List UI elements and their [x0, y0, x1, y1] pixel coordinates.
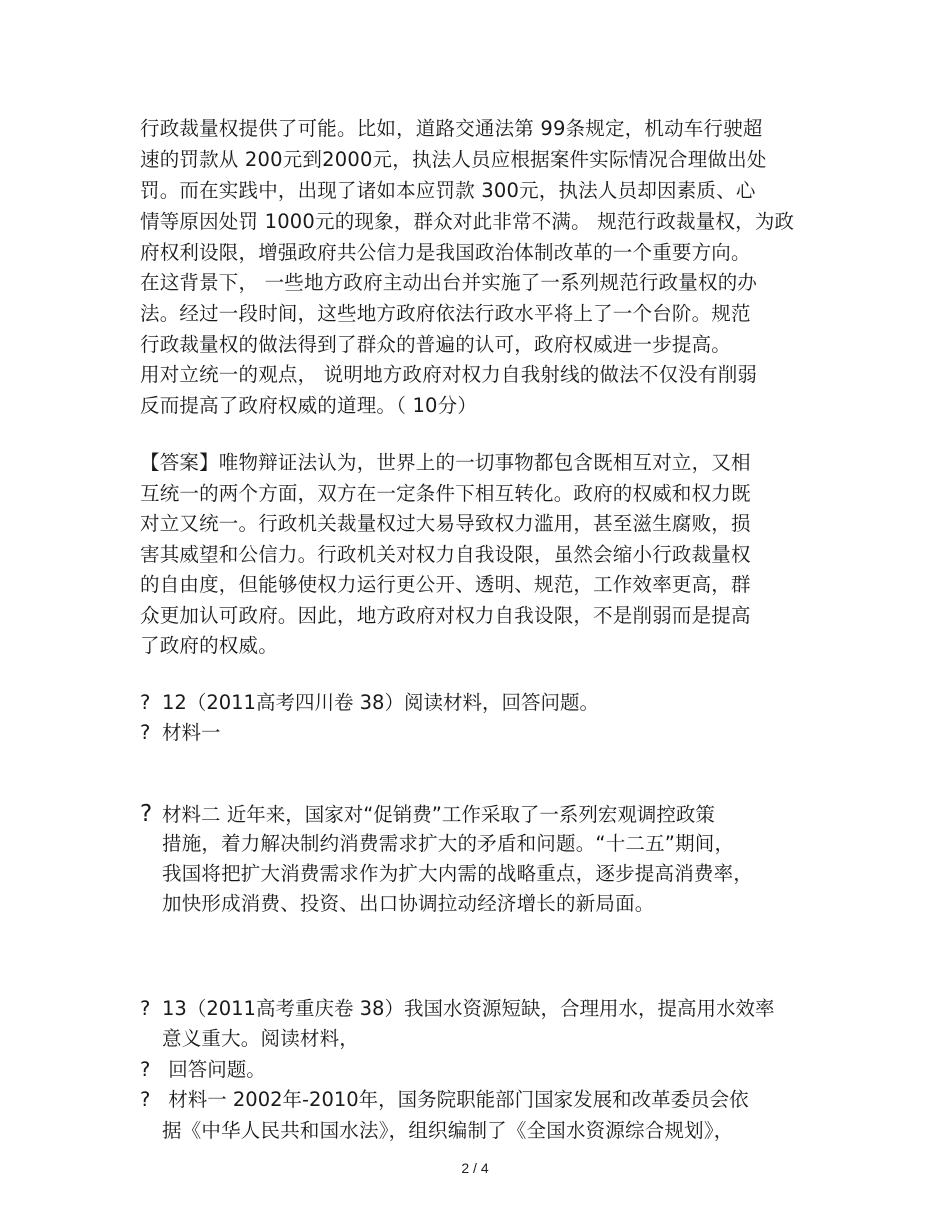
passage-line: 情等原因处罚 1000元的现象，群众对此非常不满。 规范行政裁量权，为政 — [140, 210, 795, 233]
page-number: 2 / 4 — [461, 1160, 489, 1176]
answer-line: 对立又统一。行政机关裁量权过大易导致权力滥用，甚至滋生腐败，损 — [140, 512, 751, 535]
passage-line: 反而提高了政府权威的道理。（ 10分） — [140, 394, 478, 417]
bullet-marker: ? — [140, 1088, 151, 1111]
answer-line: 【答案】唯物辩证法认为，世界上的一切事物都包含既相互对立，又相 — [140, 451, 751, 474]
answer-line: 的自由度，但能够使权力运行更公开、透明、规范，工作效率更高，群 — [140, 573, 751, 596]
answer-prompt — [140, 1056, 266, 1084]
bullet-marker: ? — [140, 721, 151, 744]
answer-line: 互统一的两个方面，双方在一定条件下相互转化。政府的权威和权力既 — [140, 482, 751, 505]
question-13-title: 13（2011高考重庆卷 38）我国水资源短缺，合理用水，提高用水效率 — [162, 997, 775, 1020]
material-2-first-line — [140, 800, 715, 829]
passage-line: 用对立统一的观点， 说明地方政府对权力自我射线的做法不仅没有削弱 — [140, 363, 758, 386]
passage-line: 行政裁量权提供了可能。比如，道路交通法第 99条规定，机动车行驶超 — [140, 117, 763, 140]
material-label — [140, 719, 221, 747]
answer-line: 众更加认可政府。因此，地方政府对权力自我设限，不是削弱而是提高 — [140, 604, 751, 627]
passage-line: 在这背景下， 一些地方政府主动出台并实施了一系列规范行政量权的办 — [140, 271, 758, 294]
material-2-line: 措施，着力解决制约消费需求扩大的矛盾和问题。“十二五”期间， — [162, 832, 735, 855]
bullet-marker: ? — [140, 801, 153, 827]
passage-line: 法。经过一段时间，这些地方政府依法行政水平将上了一个台阶。规范 — [140, 302, 751, 325]
bullet-marker: ? — [140, 997, 151, 1020]
passage-line: 行政裁量权的做法得到了群众的普遍的认可，政府权威进一步提高。 — [140, 333, 732, 356]
material-2-line: 材料二 近年来，国家对“促销费”工作采取了一系列宏观调控政策 — [162, 803, 715, 826]
material-2-line: 加快形成消费、投资、出口协调拉动经济增长的新局面。 — [162, 892, 655, 915]
answer-line: 了政府的权威。 — [140, 634, 278, 657]
material-2-line: 我国将把扩大消费需求作为扩大内需的战略重点，逐步提高消费率， — [162, 862, 754, 885]
question-title — [140, 689, 599, 717]
bullet-marker: ? — [140, 691, 151, 714]
material-1-line: 据《中华人民共和国水法》，组织编制了《全国水资源综合规划》， — [162, 1119, 734, 1142]
material-1-label: 材料一 — [162, 721, 221, 744]
passage-line: 速的罚款从 200元到2000元，执法人员应根据案件实际情况合理做出处 — [140, 148, 767, 171]
material-1-first-line — [140, 1086, 749, 1114]
answer-line: 害其威望和公信力。行政机关对权力自我设限，虽然会缩小行政裁量权 — [140, 543, 751, 566]
answer-prompt-text: 回答问题。 — [162, 1058, 266, 1081]
question-13-title-cont: 意义重大。阅读材料， — [162, 1027, 360, 1050]
passage-line: 罚。而在实践中，出现了诸如本应罚款 300元，执法人员却因素质、心 — [140, 179, 756, 202]
question-title — [140, 995, 774, 1023]
material-1-line: 材料一 2002年-2010年，国务院职能部门国家发展和改革委员会依 — [162, 1088, 749, 1111]
passage-line: 府权利设限，增强政府共公信力是我国政治体制改革的一个重要方向。 — [140, 241, 751, 264]
bullet-marker: ? — [140, 1058, 151, 1081]
question-12-title: 12（2011高考四川卷 38）阅读材料，回答问题。 — [162, 691, 599, 714]
